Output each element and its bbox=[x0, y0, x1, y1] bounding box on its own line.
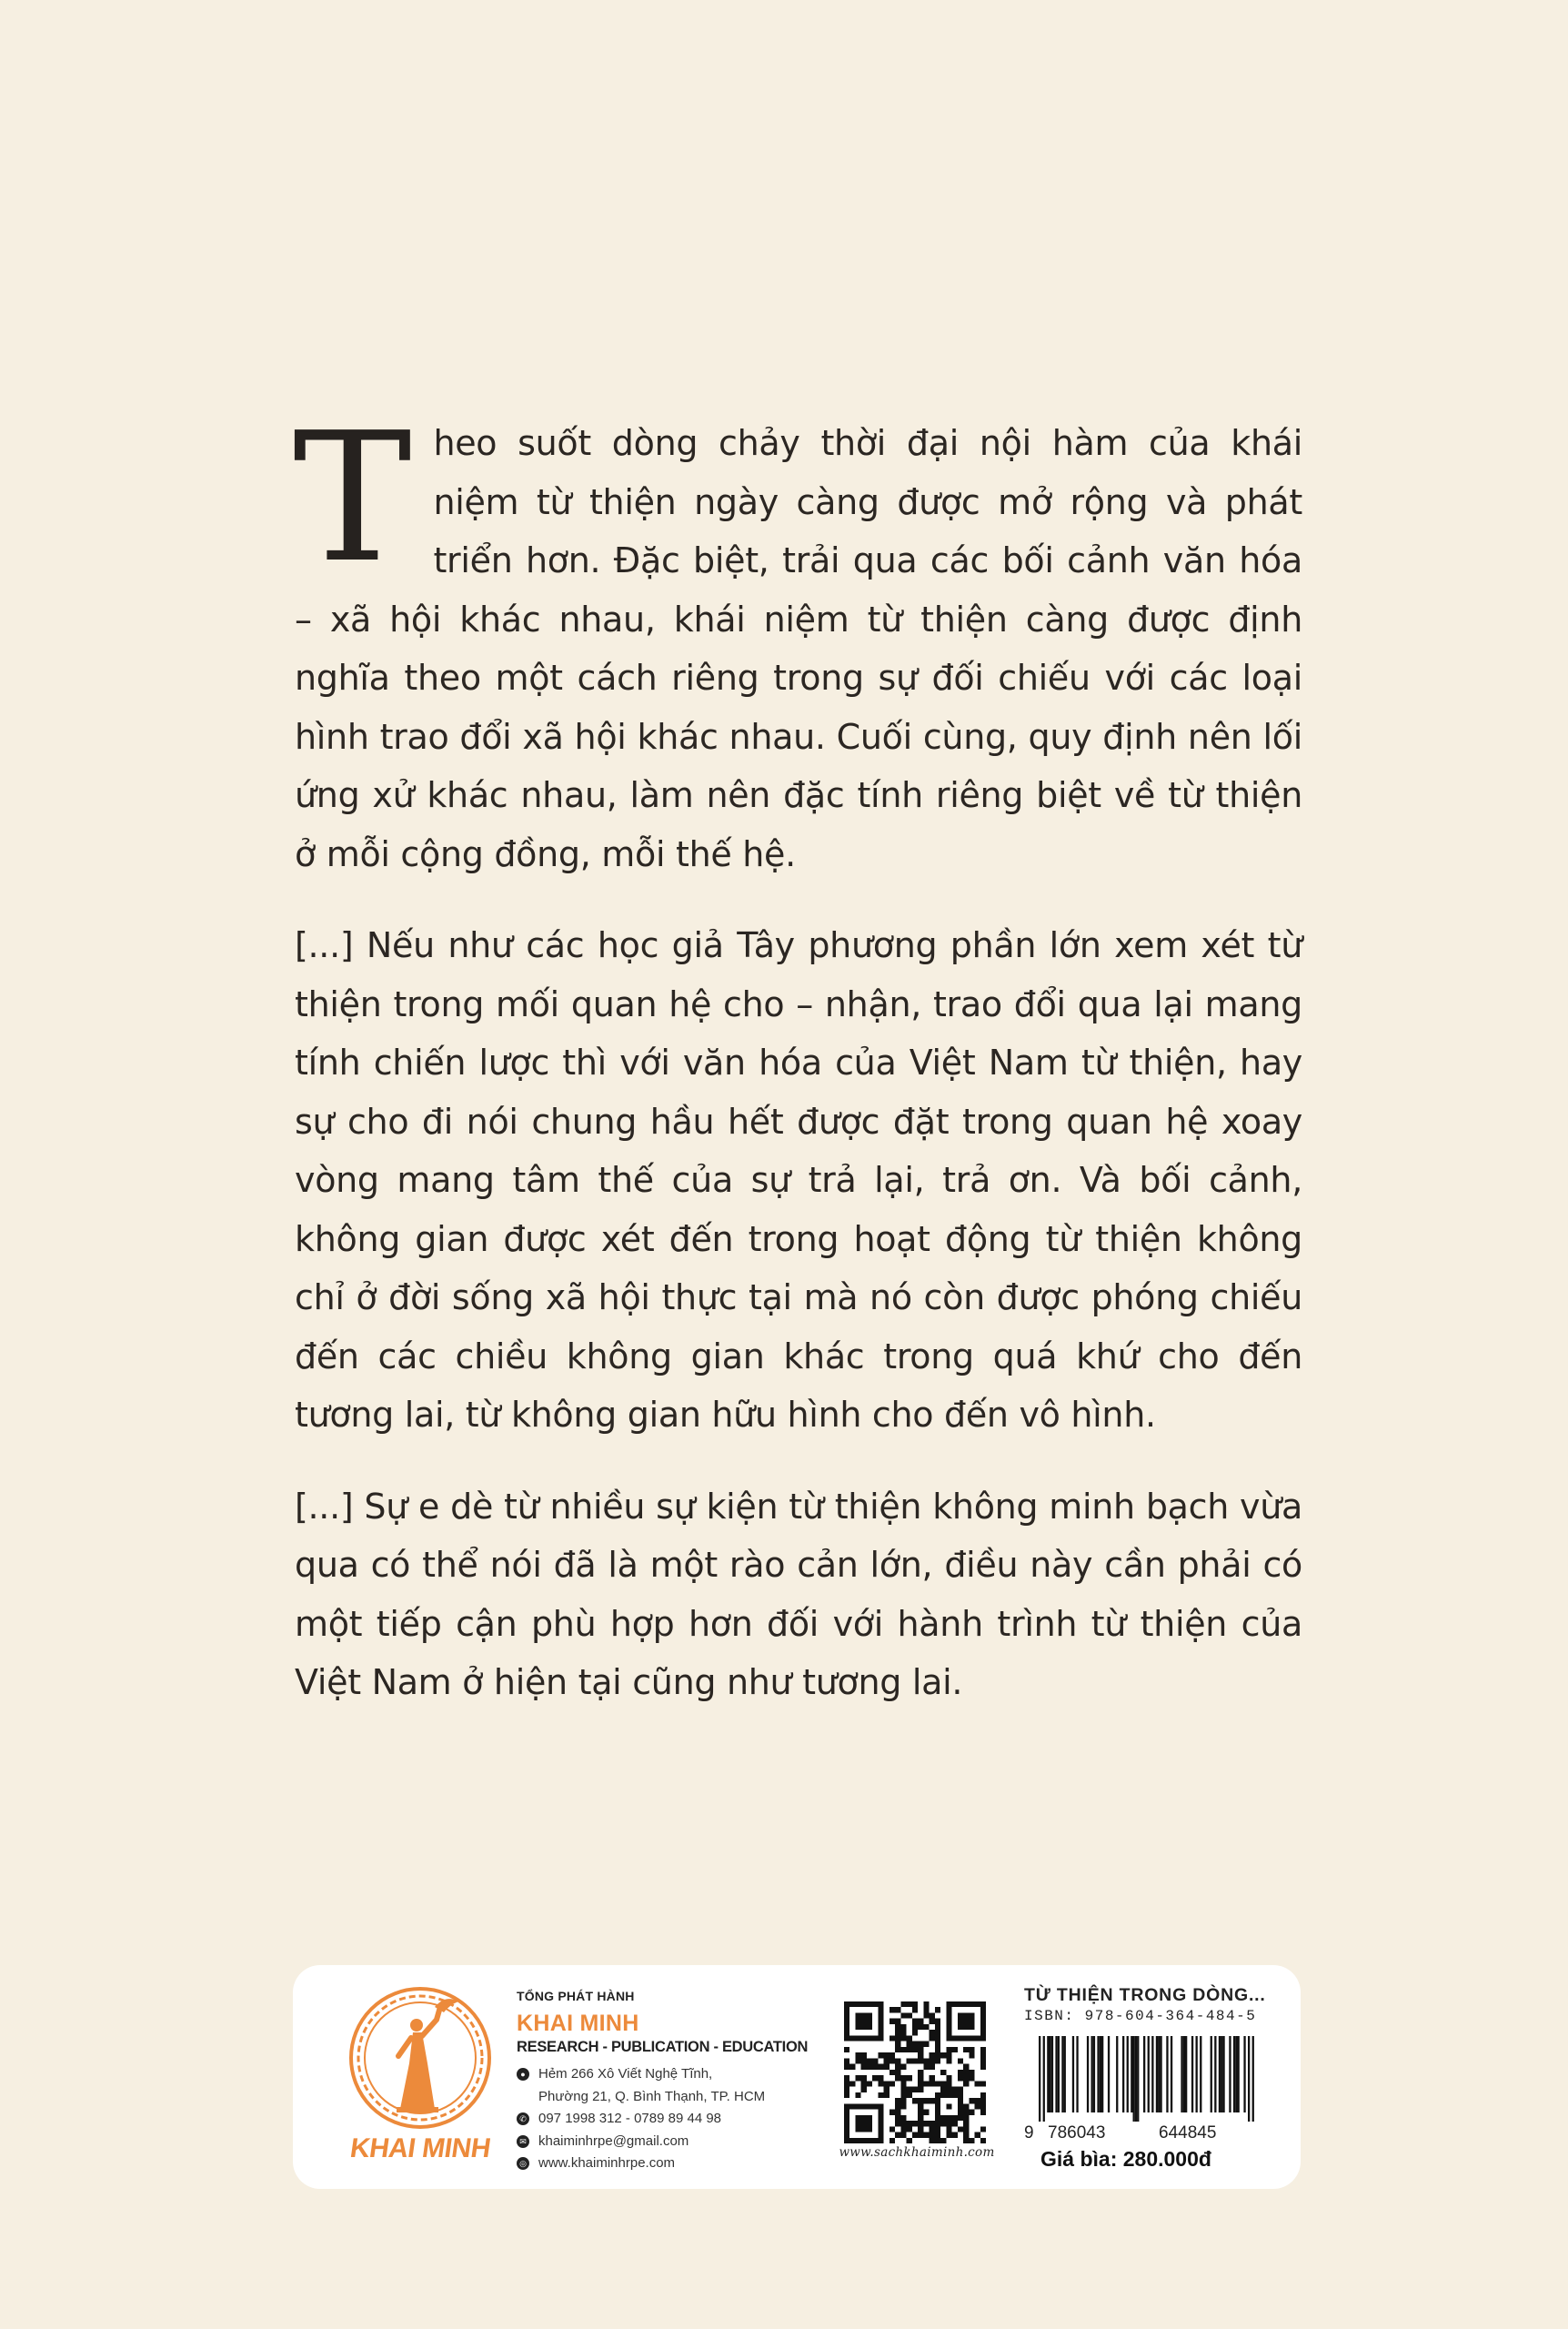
address-line-2: Phường 21, Q. Bình Thạnh, TP. HCM bbox=[538, 2088, 766, 2104]
logo-wordmark: KHAI MINH bbox=[347, 2133, 493, 2163]
globe-icon: ◎ bbox=[517, 2157, 529, 2170]
qr-url: www.sachkhaiminh.com bbox=[839, 2145, 995, 2160]
drop-cap: T bbox=[293, 395, 412, 602]
address-line-1: Hẻm 266 Xô Viết Nghệ Tĩnh, bbox=[538, 2066, 713, 2082]
logo-emblem-icon bbox=[333, 1983, 508, 2138]
website-text: www.khaiminhrpe.com bbox=[538, 2155, 676, 2171]
publisher-name: KHAI MINH bbox=[517, 2011, 639, 2036]
khai-minh-logo bbox=[333, 1983, 508, 2174]
distributor-label: TỔNG PHÁT HÀNH bbox=[517, 1989, 635, 2003]
address-row bbox=[517, 2063, 817, 2086]
paragraph-2: [...] Nếu như các học giả Tây phương phần lớn xem xét từ thiện trong mối quan hệ cho – nhận, trao đổi qua lại mang tính chiến lược thì với văn hóa của Việt Nam từ thiện, hay sự cho đi nói chung hầu hết được đặt trong quan hệ xoay vòng mang tâm thế của sự trả lại, trả ơn. Và bối cảnh, không gian được xét đến trong hoạt động từ thiện không chỉ ở đời sống xã hội thực tại mà nó còn được phóng chiếu đến các chiều không gian khác trong quá khứ cho đến tương lai, từ không gian hữu hình cho đến vô hình. bbox=[295, 925, 1302, 1435]
imprint-card bbox=[293, 1965, 1301, 2189]
website-row bbox=[517, 2153, 817, 2175]
publisher-tagline: RESEARCH - PUBLICATION - EDUCATION bbox=[517, 2039, 809, 2055]
phone-icon: ✆ bbox=[517, 2112, 529, 2125]
barcode bbox=[1024, 2036, 1261, 2123]
back-cover-text bbox=[293, 395, 1302, 1712]
email-icon: ✉ bbox=[517, 2135, 529, 2148]
paragraph-1 bbox=[293, 395, 1302, 883]
isbn-area bbox=[1024, 1985, 1288, 2171]
price-label: Giá bìa: 280.000đ bbox=[1040, 2147, 1211, 2171]
phone-text: 097 1998 312 - 0789 89 44 98 bbox=[538, 2111, 722, 2126]
phone-row bbox=[517, 2108, 817, 2131]
isbn-number: ISBN: 978-604-364-484-5 bbox=[1024, 2008, 1257, 2024]
paragraph-1-text: heo suốt dòng chảy thời đại nội hàm của khái niệm từ thiện ngày càng được mở rộng và phát triển hơn. Đặc biệt, trải qua các bối cảnh văn hóa – xã hội khác nhau, khái niệm từ thiện càng được định nghĩa theo một cách riêng trong sự đối chiếu với các loại hình trao đổi xã hội khác nhau. Cuối cùng, quy định nên lối ứng xử khác nhau, làm nên đặc tính riêng biệt về từ thiện ở mỗi cộng đồng, mỗi thế hệ. bbox=[295, 423, 1302, 874]
barcode-digit-lead: 9 bbox=[1024, 2123, 1034, 2142]
email-row bbox=[517, 2131, 817, 2153]
barcode-digit-group-2: 644845 bbox=[1159, 2123, 1217, 2142]
email-text: khaiminhrpe@gmail.com bbox=[538, 2132, 689, 2149]
qr-code bbox=[844, 2001, 986, 2143]
paragraph-3: [...] Sự e dè từ nhiều sự kiện từ thiện không minh bạch vừa qua có thể nói đã là một rào cản lớn, điều này cần phải có một tiếp cận phù hợp hơn đối với hành trình từ thiện của Việt Nam ở hiện tại cũng như tương lai. bbox=[295, 1486, 1302, 1702]
book-title: TỪ THIỆN TRONG DÒNG... bbox=[1024, 1985, 1266, 2005]
location-pin-icon: ● bbox=[517, 2068, 529, 2081]
publisher-info bbox=[517, 1989, 817, 2175]
contact-list bbox=[517, 2063, 817, 2175]
barcode-digit-group-1: 786043 bbox=[1048, 2123, 1106, 2142]
